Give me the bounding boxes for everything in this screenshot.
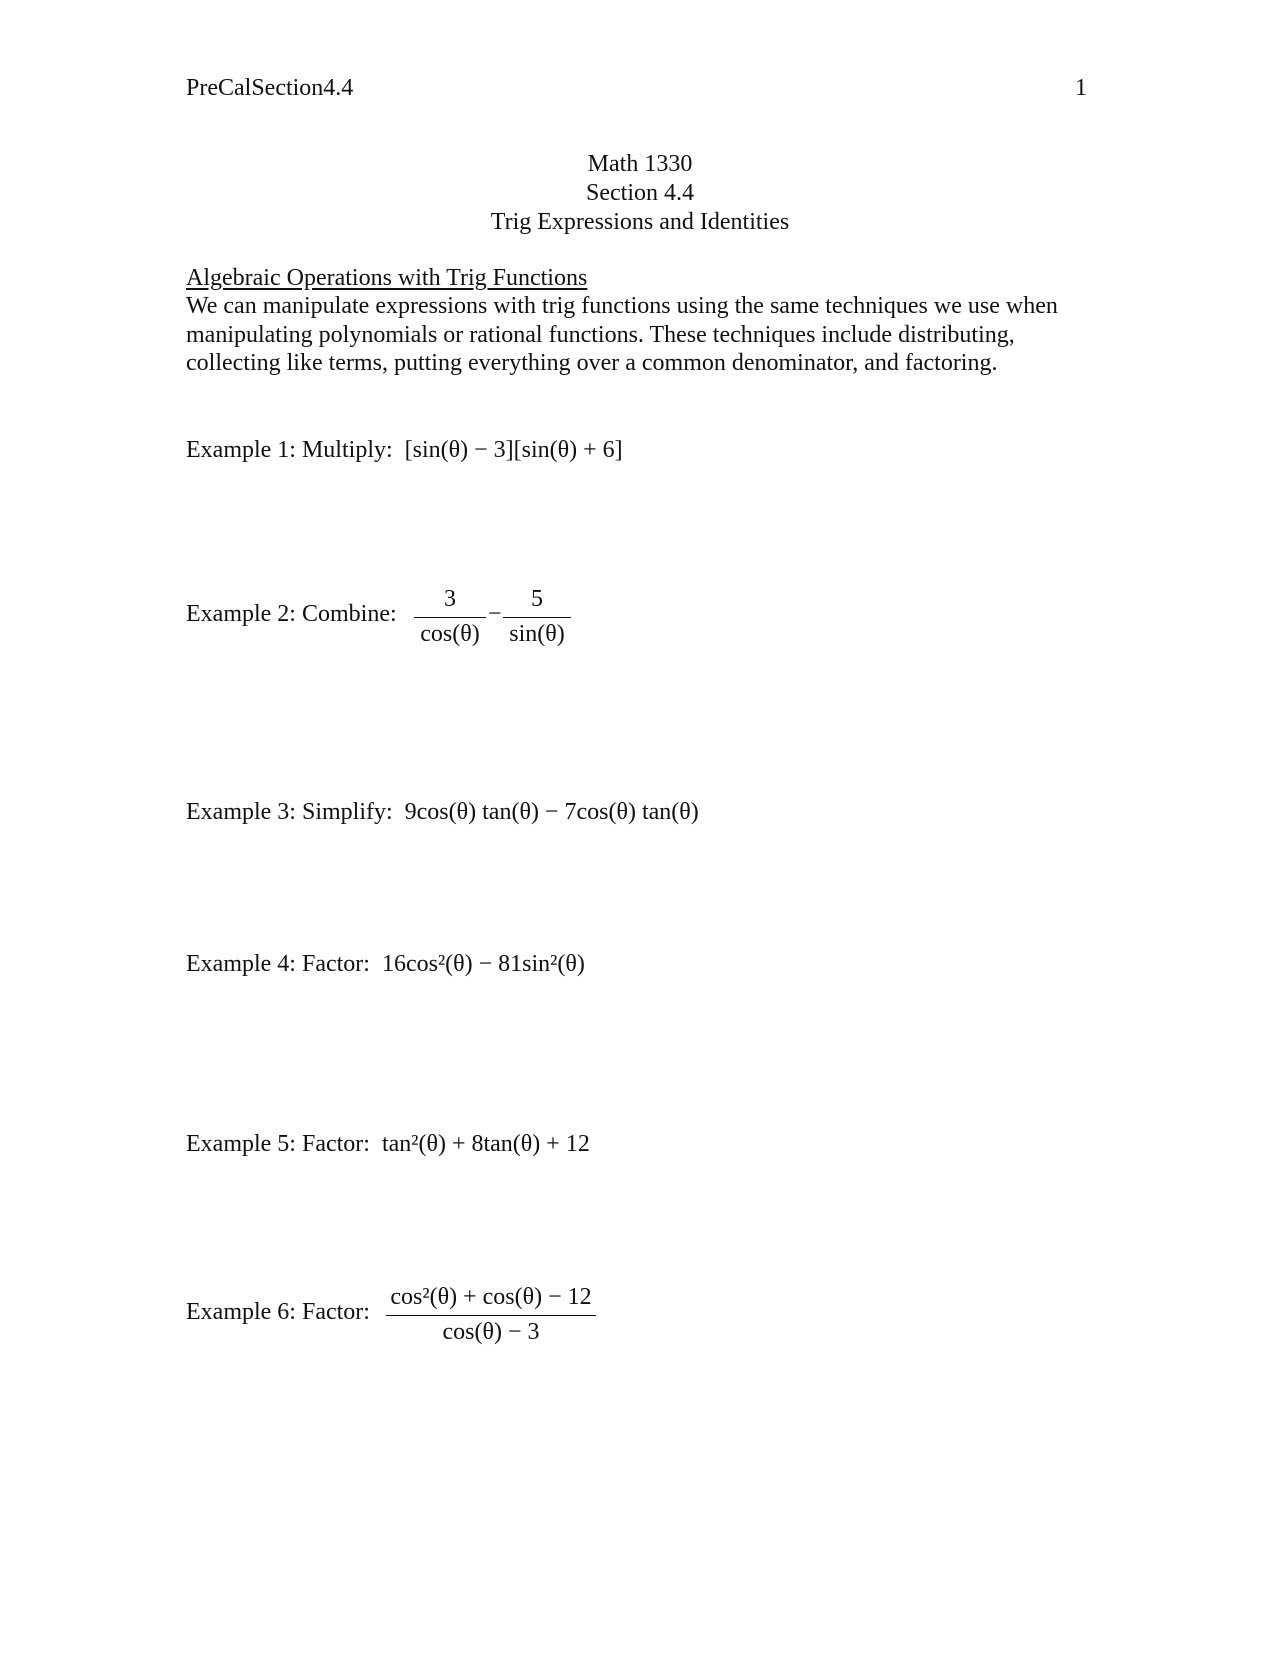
example-1: [186, 436, 623, 465]
section-title: Section 4.4: [586, 180, 694, 206]
example-5: [186, 1130, 590, 1159]
fraction-bar: [503, 617, 571, 618]
example-4-label: Example 4: Factor:: [186, 951, 370, 977]
example-1-expression: [sin(θ) − 3][sin(θ) + 6]: [404, 437, 623, 463]
topic-title: Trig Expressions and Identities: [490, 209, 790, 235]
course-title: Math 1330: [587, 151, 693, 177]
example-6-numerator: cos²(θ) + cos(θ) − 12: [390, 1284, 592, 1310]
example-5-expression: tan²(θ) + 8tan(θ) + 12: [381, 1131, 590, 1157]
example-2-fraction-1-denominator: cos(θ): [420, 620, 480, 647]
page-number: 1: [1075, 75, 1087, 101]
example-4-expression: 16cos²(θ) − 81sin²(θ): [381, 951, 585, 977]
section-heading: Algebraic Operations with Trig Functions: [186, 265, 588, 291]
fraction-bar: [386, 1315, 596, 1316]
example-6-fraction: [386, 1283, 596, 1347]
example-3-expression: 9cos(θ) tan(θ) − 7cos(θ) tan(θ): [404, 799, 699, 825]
example-2-fraction-1: [414, 585, 486, 649]
running-header-title: PreCalSection4.4: [186, 75, 354, 101]
example-6-denominator: cos(θ) − 3: [442, 1318, 540, 1345]
example-4: [186, 950, 585, 979]
example-1-label: Example 1: Multiply:: [186, 437, 393, 463]
example-2-fraction-2: [503, 585, 571, 649]
example-2-fraction-2-numerator: 5: [531, 586, 543, 612]
example-6-label: Example 6: Factor:: [186, 1299, 370, 1325]
example-2-label: Example 2: Combine:: [186, 601, 397, 627]
example-2-operator: −: [488, 601, 502, 627]
fraction-bar: [414, 617, 486, 618]
example-2-fraction-1-numerator: 3: [444, 586, 456, 612]
example-2-fraction-2-denominator: sin(θ): [509, 620, 565, 647]
example-3-label: Example 3: Simplify:: [186, 799, 393, 825]
example-5-label: Example 5: Factor:: [186, 1131, 370, 1157]
example-3: [186, 798, 699, 827]
intro-paragraph: We can manipulate expressions with trig functions using the same techniques we use when manipulating polynomials or rational functions. These techniques include distributing, collecting like terms, putting everything over a common denominator, and factoring.: [186, 293, 1058, 376]
